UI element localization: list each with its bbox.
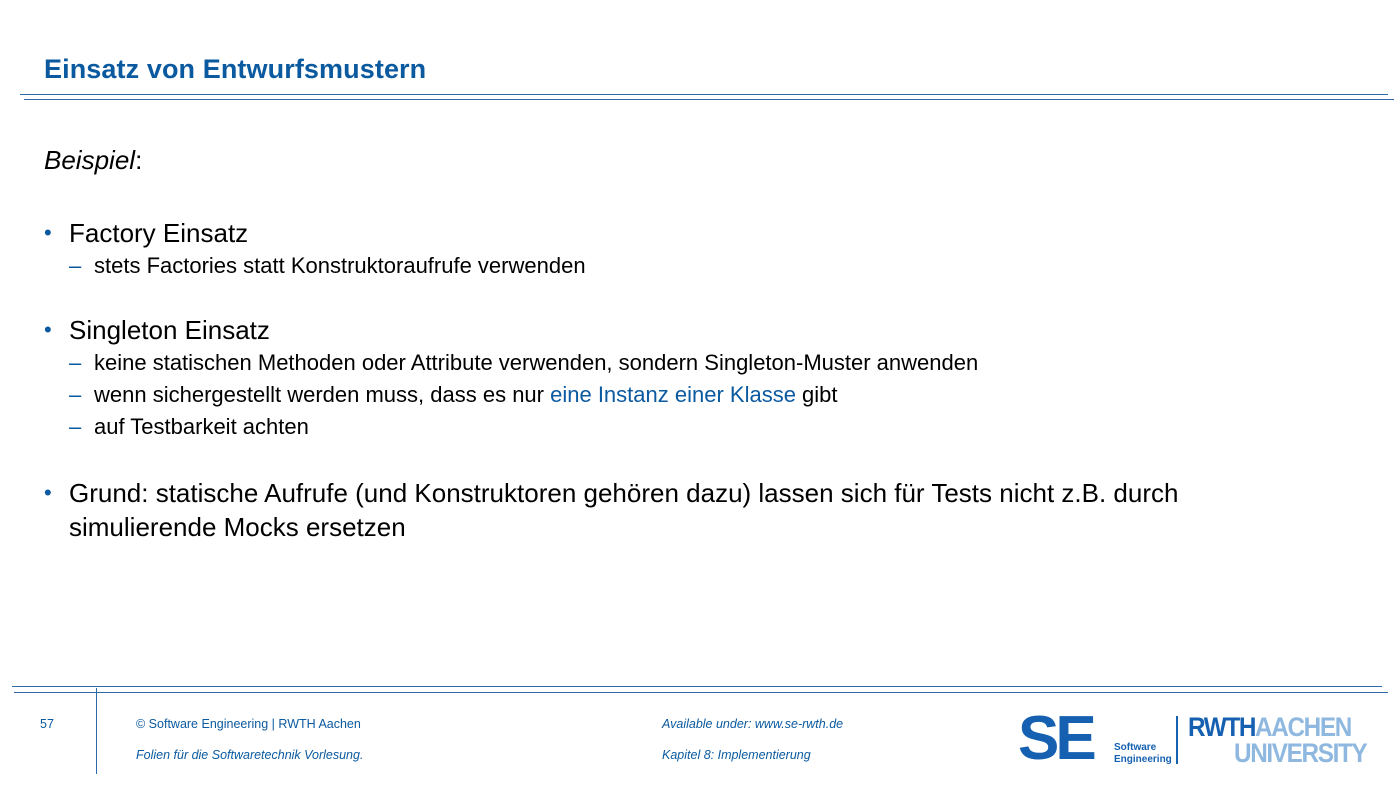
intro-label: Beispiel	[44, 145, 136, 175]
sub-text: stets Factories statt Konstruktoraufrufe verwenden	[94, 253, 586, 278]
bullet-factory	[44, 216, 1364, 250]
bullet-text: Factory Einsatz	[69, 218, 249, 248]
sub-dash: –	[69, 350, 82, 375]
bullet-text: Singleton Einsatz	[69, 315, 270, 345]
slide-title: Einsatz von Entwurfsmustern	[44, 54, 427, 84]
bullet-dot: •	[44, 317, 52, 342]
intro-line	[44, 142, 1364, 178]
sub-item	[44, 347, 1364, 379]
rwth-logo-rwth: RWTH	[1188, 712, 1256, 742]
bullet-reason	[44, 476, 1364, 544]
se-logo-line1: Software	[1114, 742, 1157, 753]
sub-dash: –	[69, 414, 82, 439]
sub-text-highlight: eine Instanz einer Klasse	[550, 382, 796, 407]
bullet-text-line1: Grund: statische Aufrufe (und Konstruktoren gehören dazu) lassen sich für Tests nicht z.B. durch	[69, 478, 1179, 508]
sub-item	[44, 379, 1364, 411]
bullet-text-line2: simulierende Mocks ersetzen	[69, 512, 406, 542]
sub-text: auf Testbarkeit achten	[94, 414, 309, 439]
sub-item	[44, 411, 1364, 443]
title-rule-top	[20, 94, 1388, 95]
sub-text: keine statischen Methoden oder Attribute verwenden, sondern Singleton-Muster anwenden	[94, 350, 979, 375]
rwth-logo-university: UNIVERSITY	[1234, 738, 1367, 768]
sub-item	[44, 250, 1364, 282]
slide-body	[44, 142, 1364, 544]
bullet-dot: •	[44, 220, 52, 245]
footer-divider	[96, 688, 97, 774]
rwth-logo-aachen: AACHEN	[1255, 712, 1351, 742]
intro-colon: :	[135, 145, 143, 175]
se-logo-mark: SE	[1018, 704, 1093, 773]
footer-rule-top	[12, 686, 1382, 687]
footer-rule-bottom	[14, 692, 1388, 693]
available-under: Available under: www.se-rwth.de	[662, 717, 844, 731]
chapter-label: Kapitel 8: Implementierung	[662, 748, 811, 762]
logo-divider	[1176, 716, 1178, 764]
title-rule-bottom	[24, 99, 1394, 100]
sub-text-before: wenn sichergestellt werden muss, dass es nur	[94, 382, 551, 407]
copyright-text: © Software Engineering | RWTH Aachen	[136, 717, 361, 731]
sub-text-after: gibt	[795, 382, 838, 407]
bullet-dot: •	[44, 480, 52, 505]
sub-dash: –	[69, 382, 82, 407]
se-logo-text	[1114, 742, 1172, 766]
course-note: Folien für die Softwaretechnik Vorlesung.	[136, 748, 364, 762]
sub-dash: –	[69, 253, 82, 278]
se-logo-line2: Engineering	[1114, 754, 1172, 765]
page-number: 57	[40, 717, 54, 731]
bullet-singleton	[44, 313, 1364, 347]
rwth-logo	[1188, 714, 1351, 741]
